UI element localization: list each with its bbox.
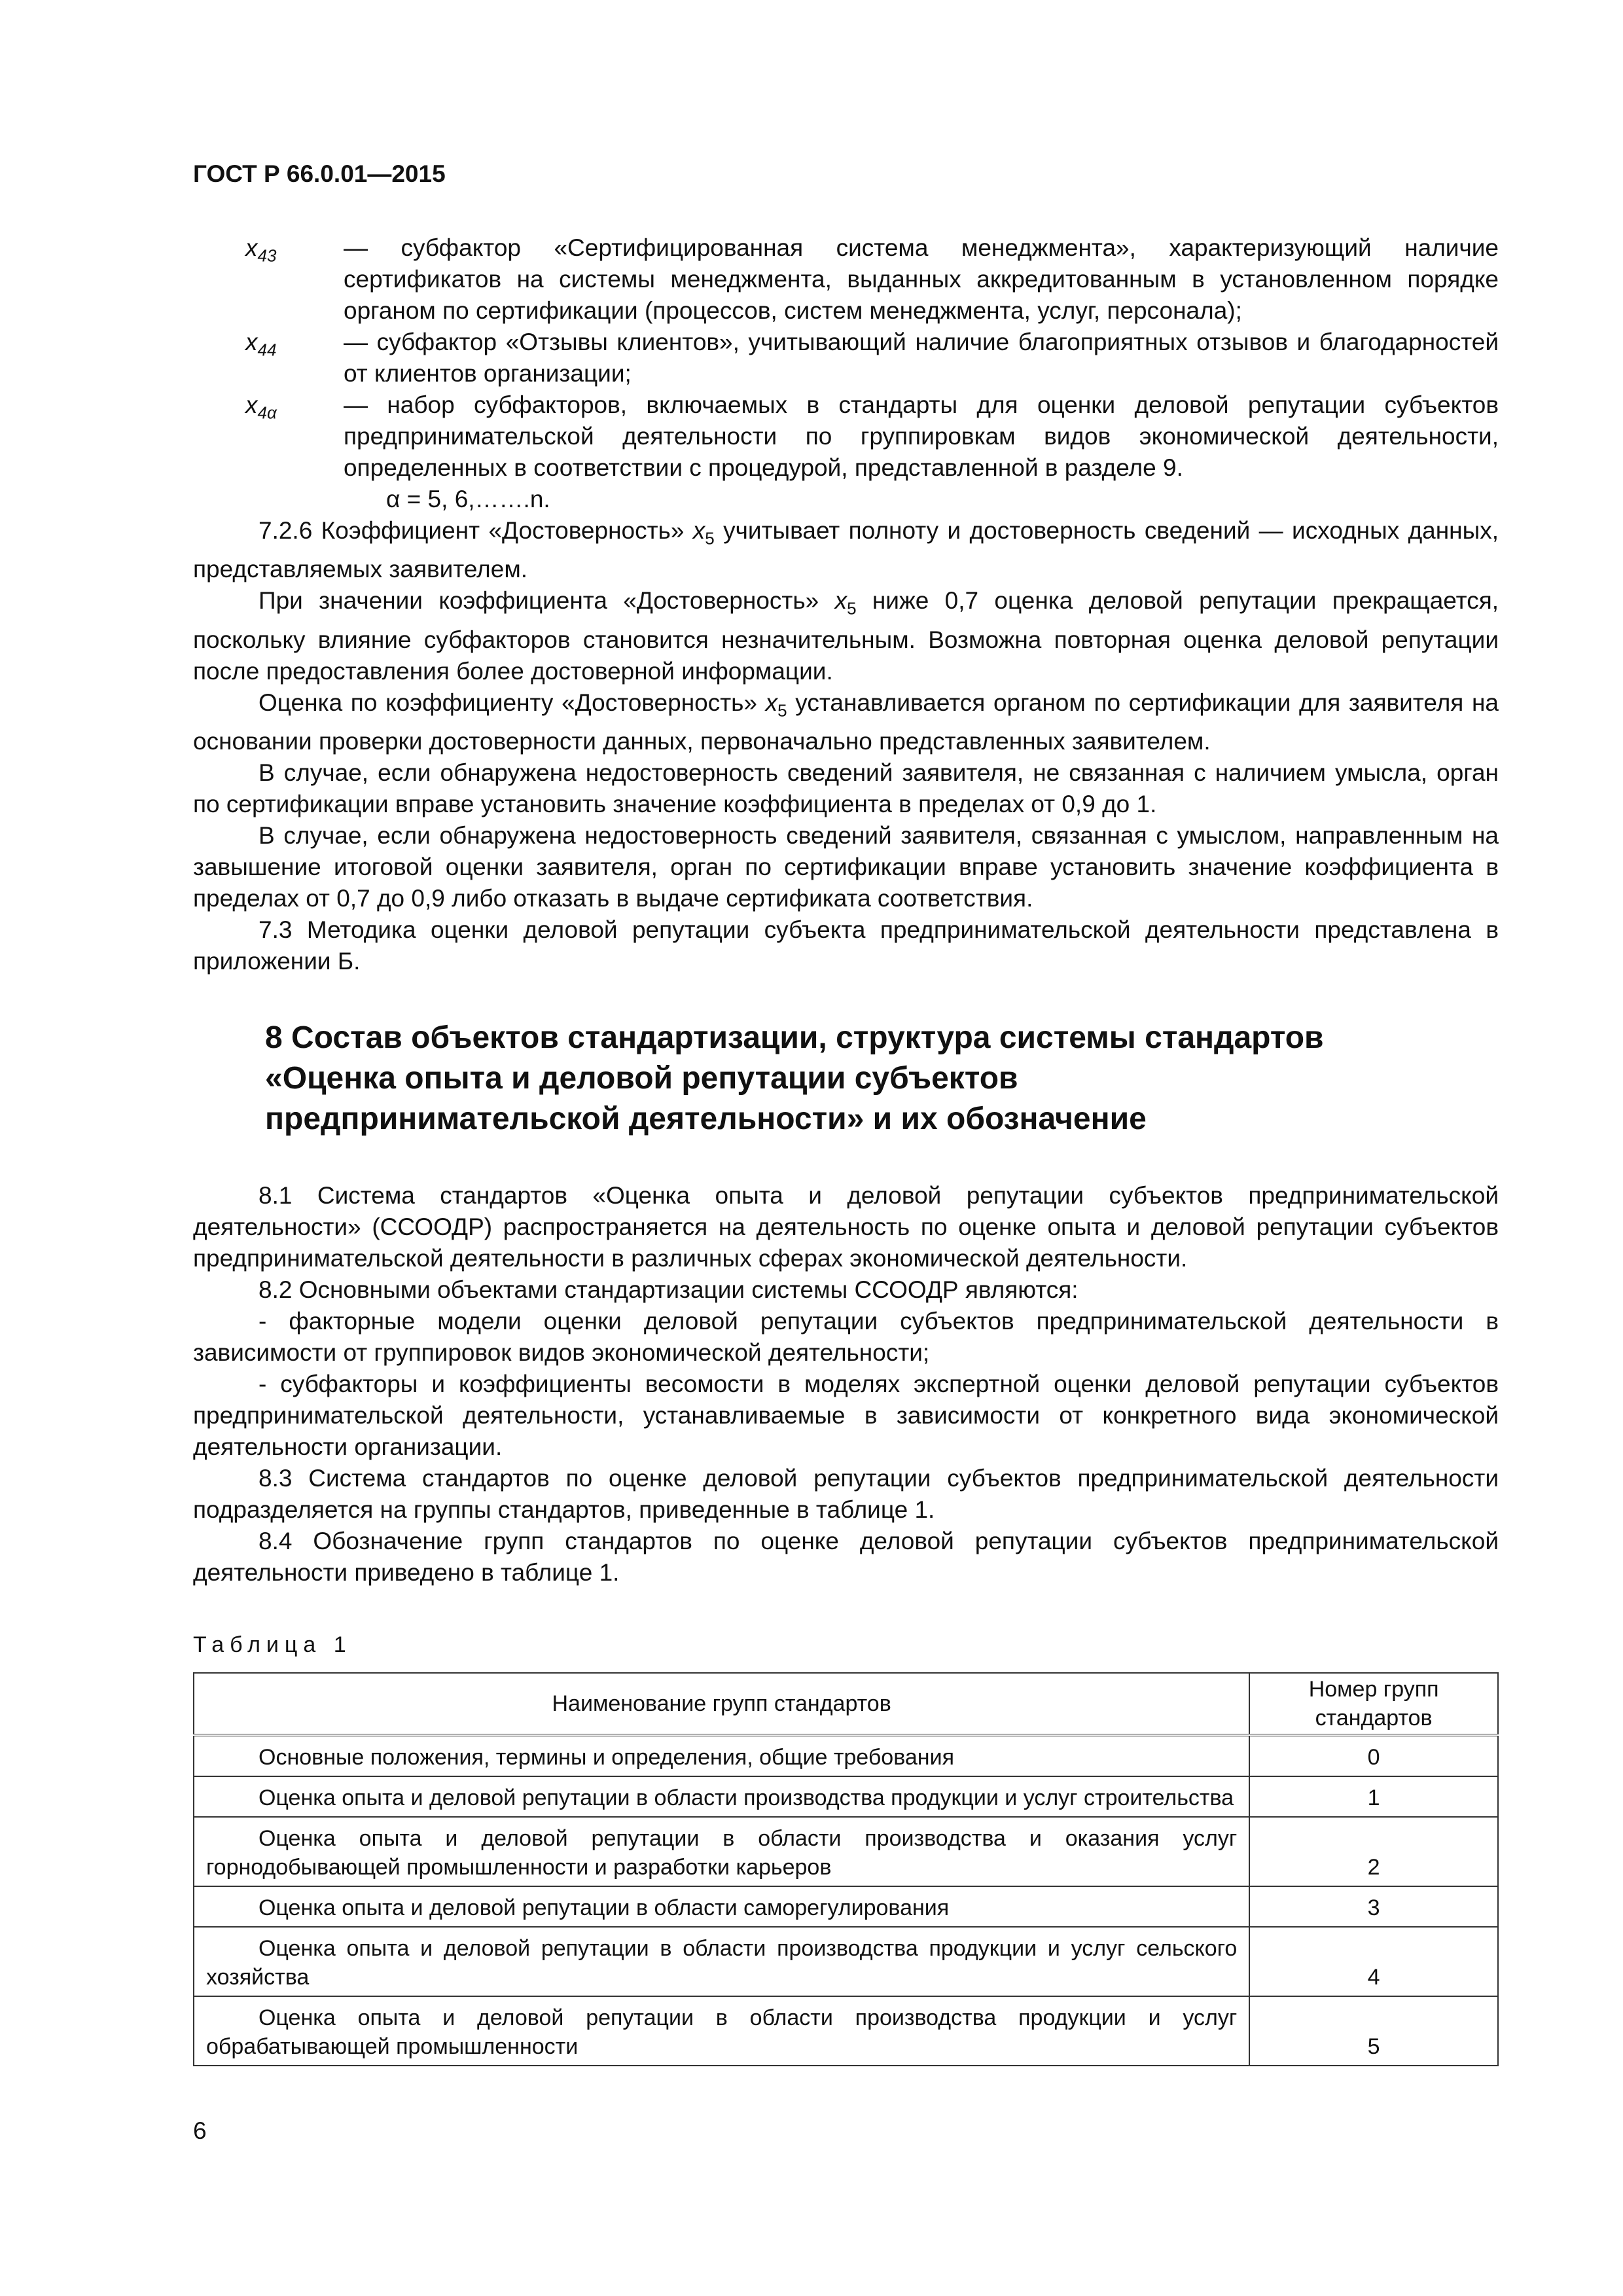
definition-symbol: $x_{4\alpha}$ <box>245 391 277 423</box>
definition-symbol: $x_{43}$ <box>245 234 277 266</box>
document-code: ГОСТ Р 66.0.01—2015 <box>193 160 446 187</box>
table-row <box>194 1996 1498 2066</box>
table-cell-name: Оценка опыта и деловой репутации в области саморегулирования <box>194 1886 1249 1927</box>
definitions-list <box>245 232 1499 515</box>
paragraph-threshold: При значении коэффициента «Достоверность» $x_5$ ниже 0,7 оценка деловой репутации прекращается, поскольку влияние субфакторов становится незначительным. Возможна повторная оценка деловой репутации после предоставления более достоверной информации. <box>193 587 1499 685</box>
section-8-title: 8 Состав объектов стандартизации, структура системы стандартов «Оценка опыта и деловой репутации субъектов предпринимательской деятельности» и их обозначение <box>265 1020 1324 1137</box>
table-row <box>194 1817 1498 1886</box>
table-caption: Таблица 1 <box>193 1632 352 1658</box>
table-row <box>194 1927 1498 1996</box>
list-item: - факторные модели оценки деловой репутации субъектов предпринимательской деятельности в зависимости от группировок видов экономической деятельности; <box>193 1308 1499 1367</box>
paragraph-case-1: В случае, если обнаружена недостоверность сведений заявителя, не связанная с наличием умысла, орган по сертификации вправе установить значение коэффициента в пределах от 0,9 до 1. <box>193 759 1499 818</box>
paragraph-case-2: В случае, если обнаружена недостоверность сведений заявителя, связанная с умыслом, направленным на завышение итоговой оценки заявителя, орган по сертификации вправе установить значение коэффициента в пределах от 0,7 до 0,9 либо отказать в выдаче сертификата соответствия. <box>193 822 1499 912</box>
table-row <box>194 1735 1498 1776</box>
table-cell-name: Оценка опыта и деловой репутации в области производства и оказания услуг горнодобывающей промышленности и разработки карьеров <box>194 1817 1249 1886</box>
table-cell-name: Оценка опыта и деловой репутации в области производства продукции и услуг сельского хозяйства <box>194 1927 1249 1996</box>
table-header-name: Наименование групп стандартов <box>194 1673 1249 1735</box>
definition-text: — субфактор «Сертифицированная система менеджмента», характеризующий наличие сертификатов на системы менеджмента, выданных аккредитованным в установленном порядке органом по сертификации (процессов, систем менеджмента, услуг, персонала); <box>344 234 1499 324</box>
table-cell-number: 1 <box>1249 1776 1498 1817</box>
table-cell-name: Оценка опыта и деловой репутации в области производства продукции и услуг обрабатывающей промышленности <box>194 1996 1249 2066</box>
definition-symbol: $x_{44}$ <box>245 329 277 360</box>
paragraph-8-3: 8.3 Система стандартов по оценке деловой репутации субъектов предпринимательской деятельности подразделяется на группы стандартов, приведенные в таблице 1. <box>193 1465 1499 1524</box>
definition-text: — субфактор «Отзывы клиентов», учитывающий наличие благоприятных отзывов и благодарностей от клиентов организации; <box>344 329 1499 387</box>
table-cell-number: 2 <box>1249 1817 1498 1886</box>
definition-text: — набор субфакторов, включаемых в стандарты для оценки деловой репутации субъектов предпринимательской деятельности по группировкам видов экономической деятельности, определенных в соответствии с процедурой, представленной в разделе 9. <box>344 391 1499 481</box>
definition-item <box>245 389 1499 484</box>
definition-item <box>245 327 1499 389</box>
table-header-row <box>194 1673 1498 1735</box>
paragraph-7-2-6: 7.2.6 Коэффициент «Достоверность» $x_5$ учитывает полноту и достоверность сведений — исходных данных, представляемых заявителем. <box>193 517 1499 583</box>
table-cell-number: 4 <box>1249 1927 1498 1996</box>
list-item: - субфакторы и коэффициенты весомости в моделях экспертной оценки деловой репутации субъектов предпринимательской деятельности, устанавливаемые в зависимости от конкретного вида экономической деятельности организации. <box>193 1371 1499 1461</box>
table-cell-number: 0 <box>1249 1735 1498 1776</box>
table-row <box>194 1886 1498 1927</box>
table-cell-number: 3 <box>1249 1886 1498 1927</box>
table-cell-name: Основные положения, термины и определения, общие требования <box>194 1735 1249 1776</box>
table-cell-number: 5 <box>1249 1996 1498 2066</box>
paragraph-assessment: Оценка по коэффициенту «Достоверность» $x_5$ устанавливается органом по сертификации для заявителя на основании проверки достоверности данных, первоначально представленных заявителем. <box>193 689 1499 755</box>
page-content <box>193 232 1499 2066</box>
paragraph-8-1: 8.1 Система стандартов «Оценка опыта и деловой репутации субъектов предпринимательской деятельности» (ССООДР) распространяется на деятельность по оценке опыта и деловой репутации субъектов предпринимательской деятельности в различных сферах экономической деятельности. <box>193 1182 1499 1272</box>
standards-groups-table <box>193 1672 1499 2066</box>
paragraph-7-3: 7.3 Методика оценки деловой репутации субъекта предпринимательской деятельности представлена в приложении Б. <box>193 916 1499 975</box>
table-cell-name: Оценка опыта и деловой репутации в области производства продукции и услуг строительства <box>194 1776 1249 1817</box>
alpha-range: α = 5, 6,…….n. <box>386 486 550 512</box>
page-number: 6 <box>193 2117 207 2144</box>
table-header-number: Номер групп стандартов <box>1249 1673 1498 1735</box>
paragraph-8-4: 8.4 Обозначение групп стандартов по оценке деловой репутации субъектов предпринимательской деятельности приведено в таблице 1. <box>193 1528 1499 1587</box>
table-row <box>194 1776 1498 1817</box>
paragraph-8-2: 8.2 Основными объектами стандартизации системы ССООДР являются: <box>259 1276 1079 1304</box>
definition-item <box>245 232 1499 327</box>
